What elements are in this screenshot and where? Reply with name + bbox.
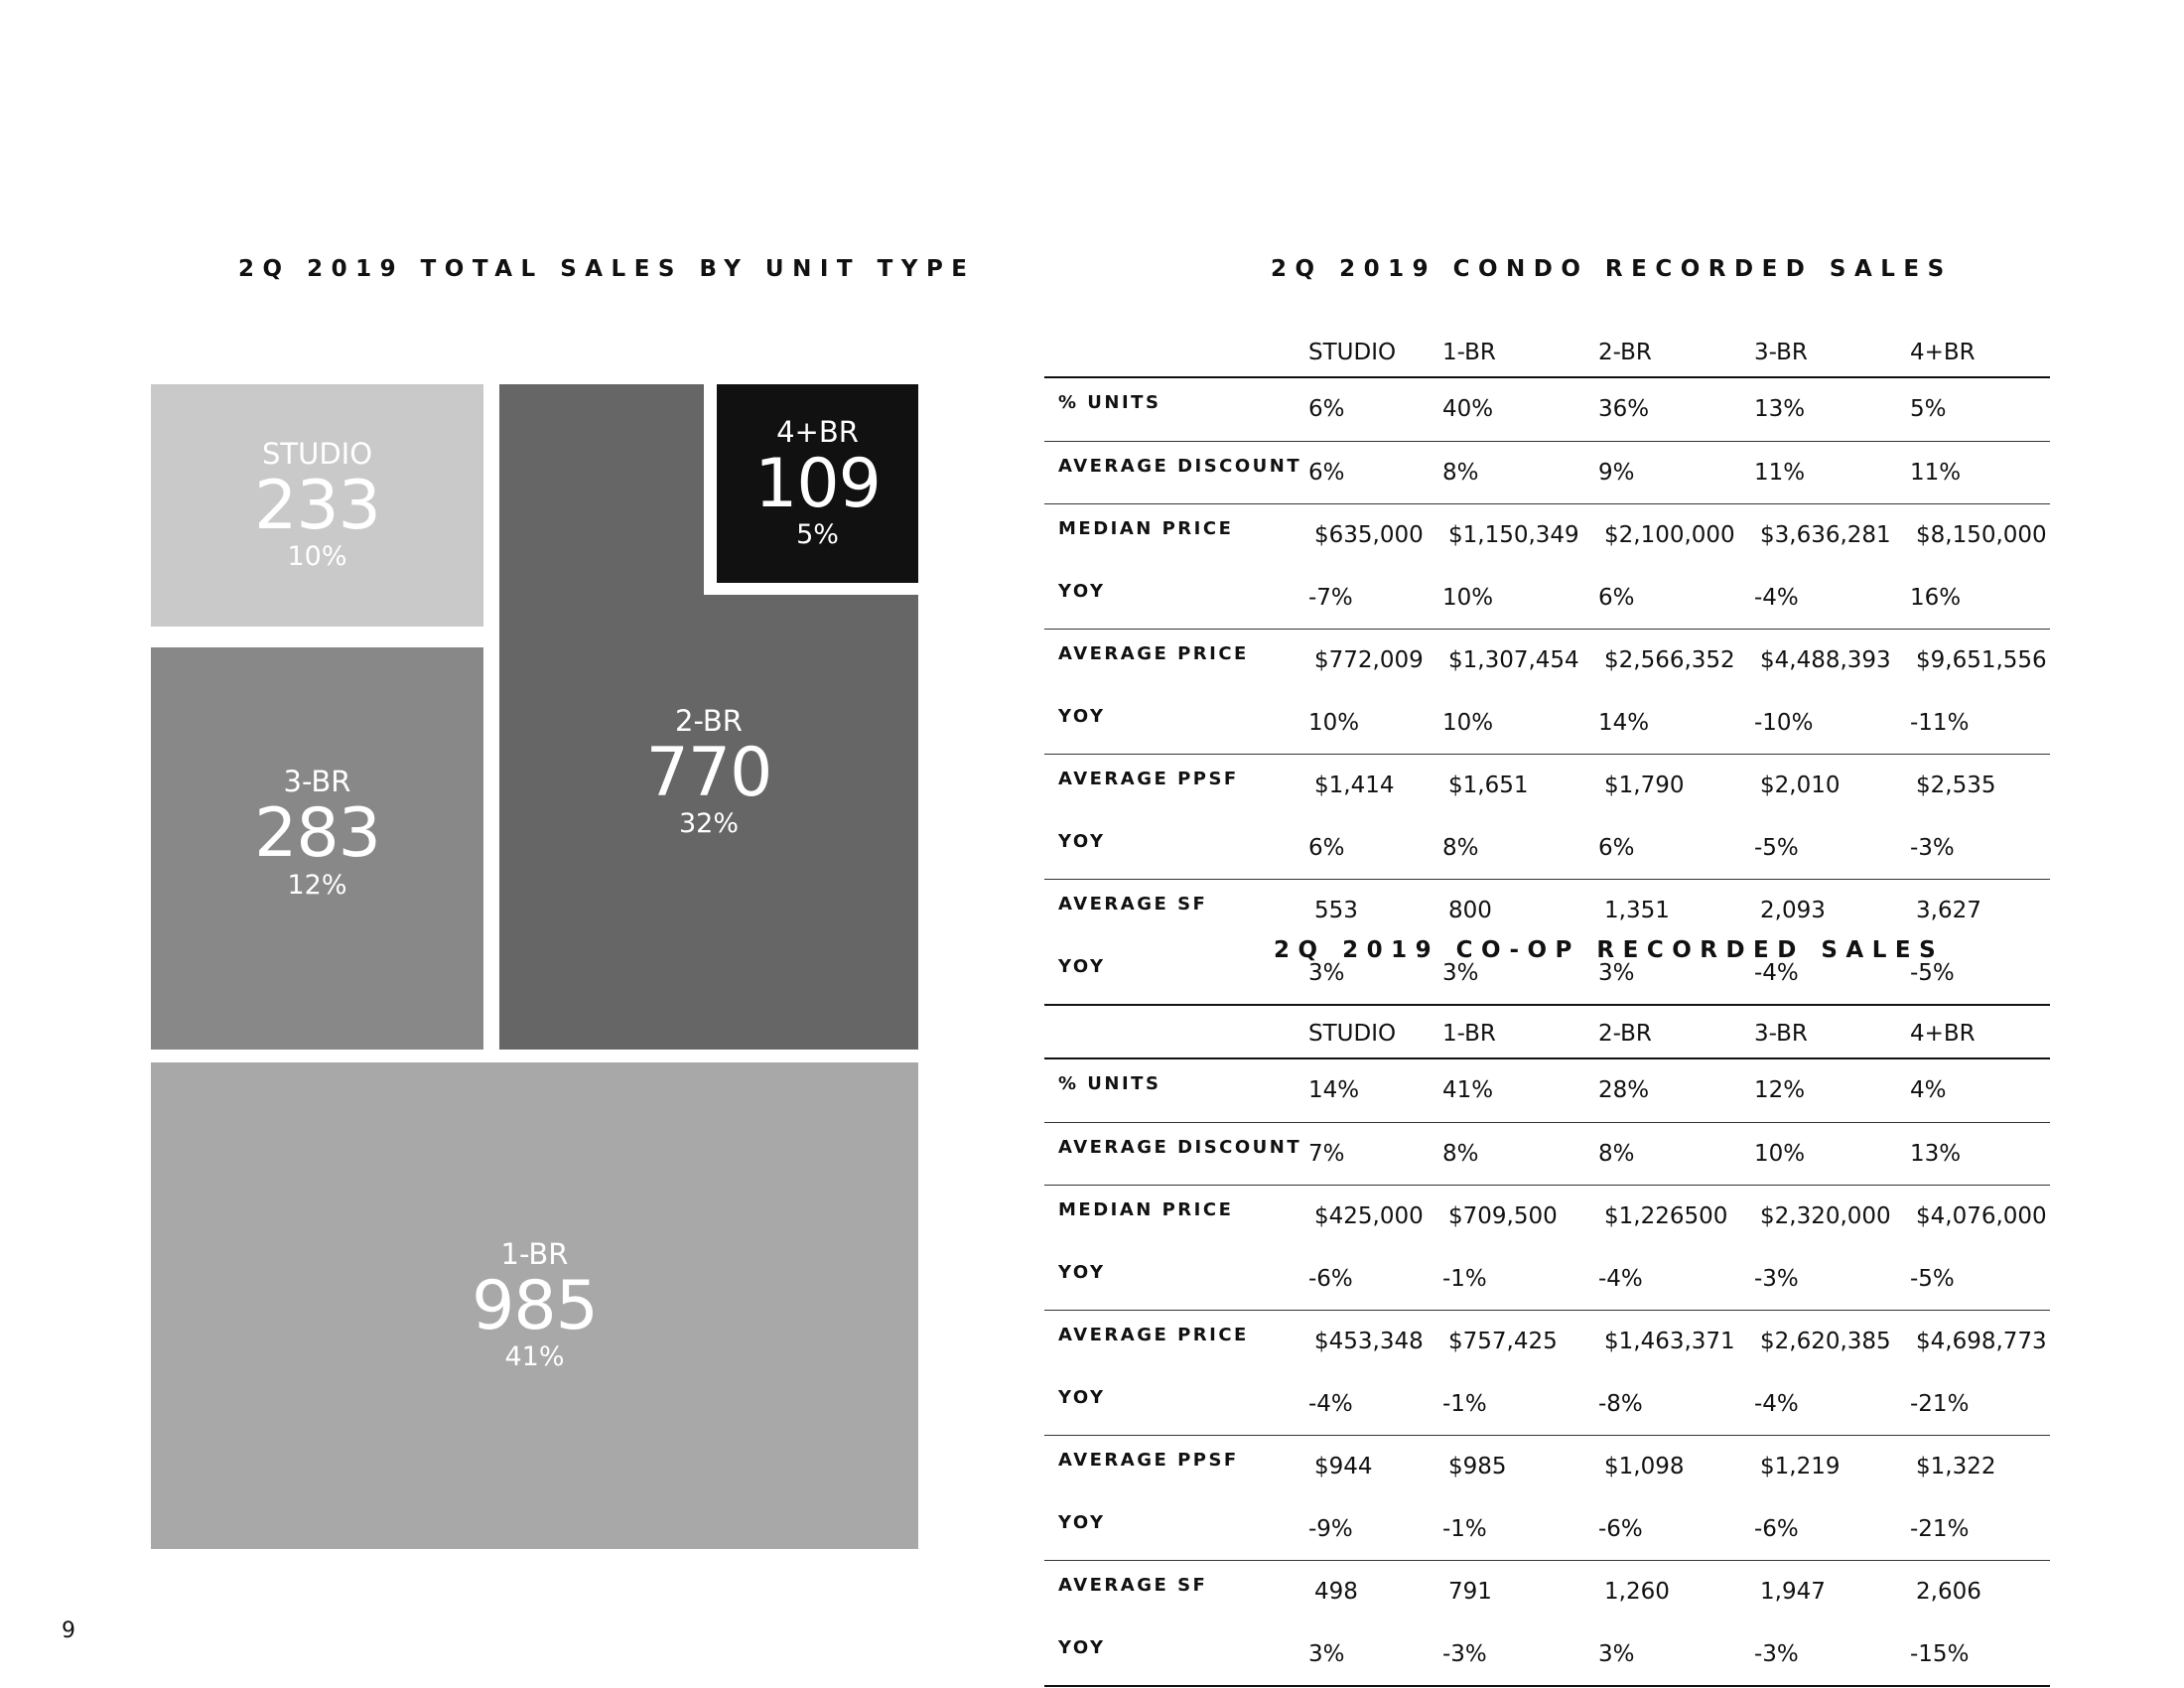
column-header: 1-BR	[1436, 1009, 1592, 1058]
table-cell: $1,226500	[1592, 1186, 1748, 1248]
table-cell: $453,348	[1302, 1311, 1436, 1373]
table-cell: $1,463,371	[1592, 1311, 1748, 1373]
row-label: AVERAGE DISCOUNT	[1044, 441, 1302, 504]
tile-percent: 10%	[287, 541, 347, 573]
table-cell: 3%	[1302, 1623, 1436, 1687]
table-cell: $1,414	[1302, 755, 1436, 817]
table-cell: 800	[1436, 880, 1592, 942]
tile-label: 4+BR	[776, 414, 859, 449]
table-cell: 3%	[1592, 942, 1748, 1006]
table-cell: -4%	[1748, 942, 1904, 1006]
table-cell: 1,947	[1748, 1561, 1904, 1623]
header-blank	[1044, 1009, 1302, 1058]
table-cell: 1,260	[1592, 1561, 1748, 1623]
header-blank	[1044, 328, 1302, 377]
condo-table	[1044, 328, 2050, 1006]
table-cell: 8%	[1592, 1122, 1748, 1186]
row-label: YOY	[1058, 830, 1106, 852]
table-cell: $944	[1302, 1436, 1436, 1498]
table-cell: 11%	[1748, 441, 1904, 504]
table-row	[1044, 441, 2050, 504]
table-row	[1044, 755, 2050, 817]
table-row	[1044, 1561, 2050, 1623]
table-cell: 2,093	[1748, 880, 1904, 942]
row-label: YOY	[1058, 1261, 1106, 1283]
table-cell: 14%	[1308, 1077, 1360, 1104]
table-cell: 3%	[1302, 942, 1436, 1006]
row-label: YOY	[1044, 1623, 1302, 1687]
table-row	[1044, 1498, 2050, 1561]
row-label: AVERAGE SF	[1044, 880, 1302, 942]
condo-table-title: 2Q 2019 CONDO RECORDED SALES	[1271, 256, 1953, 282]
table-cell: $1,098	[1592, 1436, 1748, 1498]
table-cell: -3%	[1910, 834, 1955, 861]
tile-count: 770	[645, 733, 772, 812]
table-cell: -3%	[1754, 1265, 1799, 1292]
table-cell: -11%	[1910, 709, 1970, 736]
tile-count: 109	[754, 444, 881, 523]
table-cell: 16%	[1910, 584, 1962, 611]
table-cell: $2,620,385	[1748, 1311, 1904, 1373]
table-row	[1044, 1186, 2050, 1248]
table-cell: $3,636,281	[1748, 504, 1904, 567]
table-cell: $635,000	[1302, 504, 1436, 567]
table-row	[1044, 1623, 2050, 1687]
table-cell: -10%	[1754, 709, 1814, 736]
table-cell: 2,606	[1904, 1561, 2050, 1623]
row-label: YOY	[1044, 942, 1302, 1006]
tile-percent: 12%	[287, 869, 347, 901]
table-cell: -4%	[1754, 1390, 1799, 1417]
table-cell: -1%	[1442, 1265, 1487, 1292]
table-cell: -4%	[1598, 1265, 1643, 1292]
row-label: AVERAGE PRICE	[1044, 1311, 1302, 1373]
page-number: 9	[62, 1618, 75, 1643]
table-cell: 40%	[1442, 396, 1494, 423]
row-label: AVERAGE SF	[1044, 1561, 1302, 1623]
table-cell: -6%	[1598, 1515, 1643, 1542]
table-cell: -5%	[1904, 942, 2050, 1006]
table-cell: 1,351	[1592, 880, 1748, 942]
table-cell: $1,307,454	[1436, 630, 1592, 692]
table-row	[1044, 377, 2050, 441]
table-cell: $709,500	[1436, 1186, 1592, 1248]
row-label: YOY	[1058, 580, 1106, 602]
table-cell: $1,651	[1436, 755, 1592, 817]
table-cell: 9%	[1592, 441, 1748, 504]
table-row	[1044, 817, 2050, 880]
row-label: AVERAGE DISCOUNT	[1044, 1122, 1302, 1186]
table-cell: 41%	[1442, 1077, 1494, 1104]
table-row	[1044, 504, 2050, 567]
column-header: 1-BR	[1436, 328, 1592, 377]
table-cell: $985	[1436, 1436, 1592, 1498]
column-header: 4+BR	[1904, 328, 2050, 377]
table-cell: -3%	[1748, 1623, 1904, 1687]
table-cell: $9,651,556	[1904, 630, 2050, 692]
table-header-row	[1044, 1009, 2050, 1058]
row-label: YOY	[1058, 1511, 1106, 1533]
table-row	[1044, 1122, 2050, 1186]
column-header: 4+BR	[1904, 1009, 2050, 1058]
table-cell: 791	[1436, 1561, 1592, 1623]
table-cell: -1%	[1442, 1515, 1487, 1542]
table-row	[1044, 1373, 2050, 1436]
table-cell: -4%	[1754, 584, 1799, 611]
column-header: 2-BR	[1592, 1009, 1748, 1058]
table-row	[1044, 1248, 2050, 1311]
table-cell: -3%	[1436, 1623, 1592, 1687]
table-cell: 8%	[1436, 1122, 1592, 1186]
tile-label: 3-BR	[283, 765, 351, 799]
table-cell: $4,076,000	[1904, 1186, 2050, 1248]
table-cell: -5%	[1754, 834, 1799, 861]
table-cell: 10%	[1442, 584, 1494, 611]
table-cell: 36%	[1598, 396, 1650, 423]
table-cell: $757,425	[1436, 1311, 1592, 1373]
table-cell: 10%	[1442, 709, 1494, 736]
column-header: STUDIO	[1302, 328, 1436, 377]
tile-label: STUDIO	[261, 436, 373, 471]
column-header: 3-BR	[1748, 1009, 1904, 1058]
row-label: MEDIAN PRICE	[1044, 504, 1302, 567]
table-cell: -4%	[1308, 1390, 1353, 1417]
table-row	[1044, 692, 2050, 755]
row-label: MEDIAN PRICE	[1044, 1186, 1302, 1248]
table-cell: 14%	[1598, 709, 1650, 736]
table-cell: 10%	[1748, 1122, 1904, 1186]
table-cell: -7%	[1308, 584, 1353, 611]
table-cell: 553	[1302, 880, 1436, 942]
table-cell: $8,150,000	[1904, 504, 2050, 567]
row-label: YOY	[1058, 705, 1106, 727]
table-row	[1044, 1311, 2050, 1373]
table-cell: 13%	[1754, 396, 1806, 423]
row-label: AVERAGE PPSF	[1044, 1436, 1302, 1498]
table-cell: 28%	[1598, 1077, 1650, 1104]
table-cell: 5%	[1910, 396, 1947, 423]
coop-table	[1044, 1009, 2050, 1687]
table-cell: -6%	[1754, 1515, 1799, 1542]
tile-percent: 41%	[504, 1341, 565, 1373]
table-cell: 8%	[1442, 834, 1479, 861]
tile-4br	[717, 384, 918, 583]
row-label: AVERAGE PPSF	[1044, 755, 1302, 817]
tile-studio	[151, 384, 483, 627]
table-cell: 4%	[1910, 1077, 1947, 1104]
table-row	[1044, 880, 2050, 942]
table-cell: 6%	[1302, 441, 1436, 504]
tile-count: 233	[254, 466, 380, 545]
tile-2br-upper	[499, 384, 704, 595]
table-cell: 7%	[1302, 1122, 1436, 1186]
tile-label: 2-BR	[675, 703, 743, 738]
table-row	[1044, 630, 2050, 692]
table-cell: 6%	[1598, 834, 1635, 861]
treemap-title: 2Q 2019 TOTAL SALES BY UNIT TYPE	[238, 256, 976, 282]
tile-2br	[499, 595, 918, 1050]
row-label: % UNITS	[1058, 1073, 1161, 1094]
row-label: AVERAGE PRICE	[1044, 630, 1302, 692]
table-cell: -8%	[1598, 1390, 1643, 1417]
table-row	[1044, 1436, 2050, 1498]
table-cell: $772,009	[1302, 630, 1436, 692]
table-row	[1044, 1058, 2050, 1122]
table-cell: $1,790	[1592, 755, 1748, 817]
tile-percent: 5%	[796, 519, 839, 551]
table-cell: 11%	[1904, 441, 2050, 504]
table-cell: $425,000	[1302, 1186, 1436, 1248]
table-cell: 6%	[1308, 396, 1345, 423]
column-header: STUDIO	[1302, 1009, 1436, 1058]
row-label: % UNITS	[1058, 392, 1161, 413]
table-cell: -1%	[1442, 1390, 1487, 1417]
table-cell: 3,627	[1904, 880, 2050, 942]
column-header: 3-BR	[1748, 328, 1904, 377]
table-cell: $1,219	[1748, 1436, 1904, 1498]
table-cell: $4,698,773	[1904, 1311, 2050, 1373]
table-header-row	[1044, 328, 2050, 377]
table-cell: -21%	[1910, 1515, 1970, 1542]
table-cell: -15%	[1904, 1623, 2050, 1687]
table-cell: 6%	[1598, 584, 1635, 611]
table-cell: 10%	[1308, 709, 1360, 736]
table-cell: $1,150,349	[1436, 504, 1592, 567]
column-header: 2-BR	[1592, 328, 1748, 377]
table-cell: 498	[1302, 1561, 1436, 1623]
table-cell: $2,010	[1748, 755, 1904, 817]
tile-percent: 32%	[678, 808, 739, 840]
table-cell: $2,100,000	[1592, 504, 1748, 567]
table-cell: $2,535	[1904, 755, 2050, 817]
table-row	[1044, 567, 2050, 630]
tile-count: 283	[254, 794, 380, 874]
tile-count: 985	[472, 1266, 598, 1345]
tile-3br	[151, 647, 483, 1050]
table-cell: 3%	[1592, 1623, 1748, 1687]
table-cell: 13%	[1904, 1122, 2050, 1186]
table-cell: $2,566,352	[1592, 630, 1748, 692]
table-cell: 8%	[1436, 441, 1592, 504]
table-cell: $4,488,393	[1748, 630, 1904, 692]
table-cell: 6%	[1308, 834, 1345, 861]
table-cell: -5%	[1910, 1265, 1955, 1292]
table-cell: 12%	[1754, 1077, 1806, 1104]
row-label: YOY	[1058, 1386, 1106, 1408]
table-cell: $1,322	[1904, 1436, 2050, 1498]
table-cell: $2,320,000	[1748, 1186, 1904, 1248]
table-cell: -6%	[1308, 1265, 1353, 1292]
tile-1br	[151, 1062, 918, 1549]
table-cell: -9%	[1308, 1515, 1353, 1542]
table-cell: 3%	[1436, 942, 1592, 1006]
table-cell: -21%	[1910, 1390, 1970, 1417]
tile-label: 1-BR	[500, 1236, 569, 1271]
coop-table-title: 2Q 2019 CO-OP RECORDED SALES	[1274, 937, 1945, 963]
